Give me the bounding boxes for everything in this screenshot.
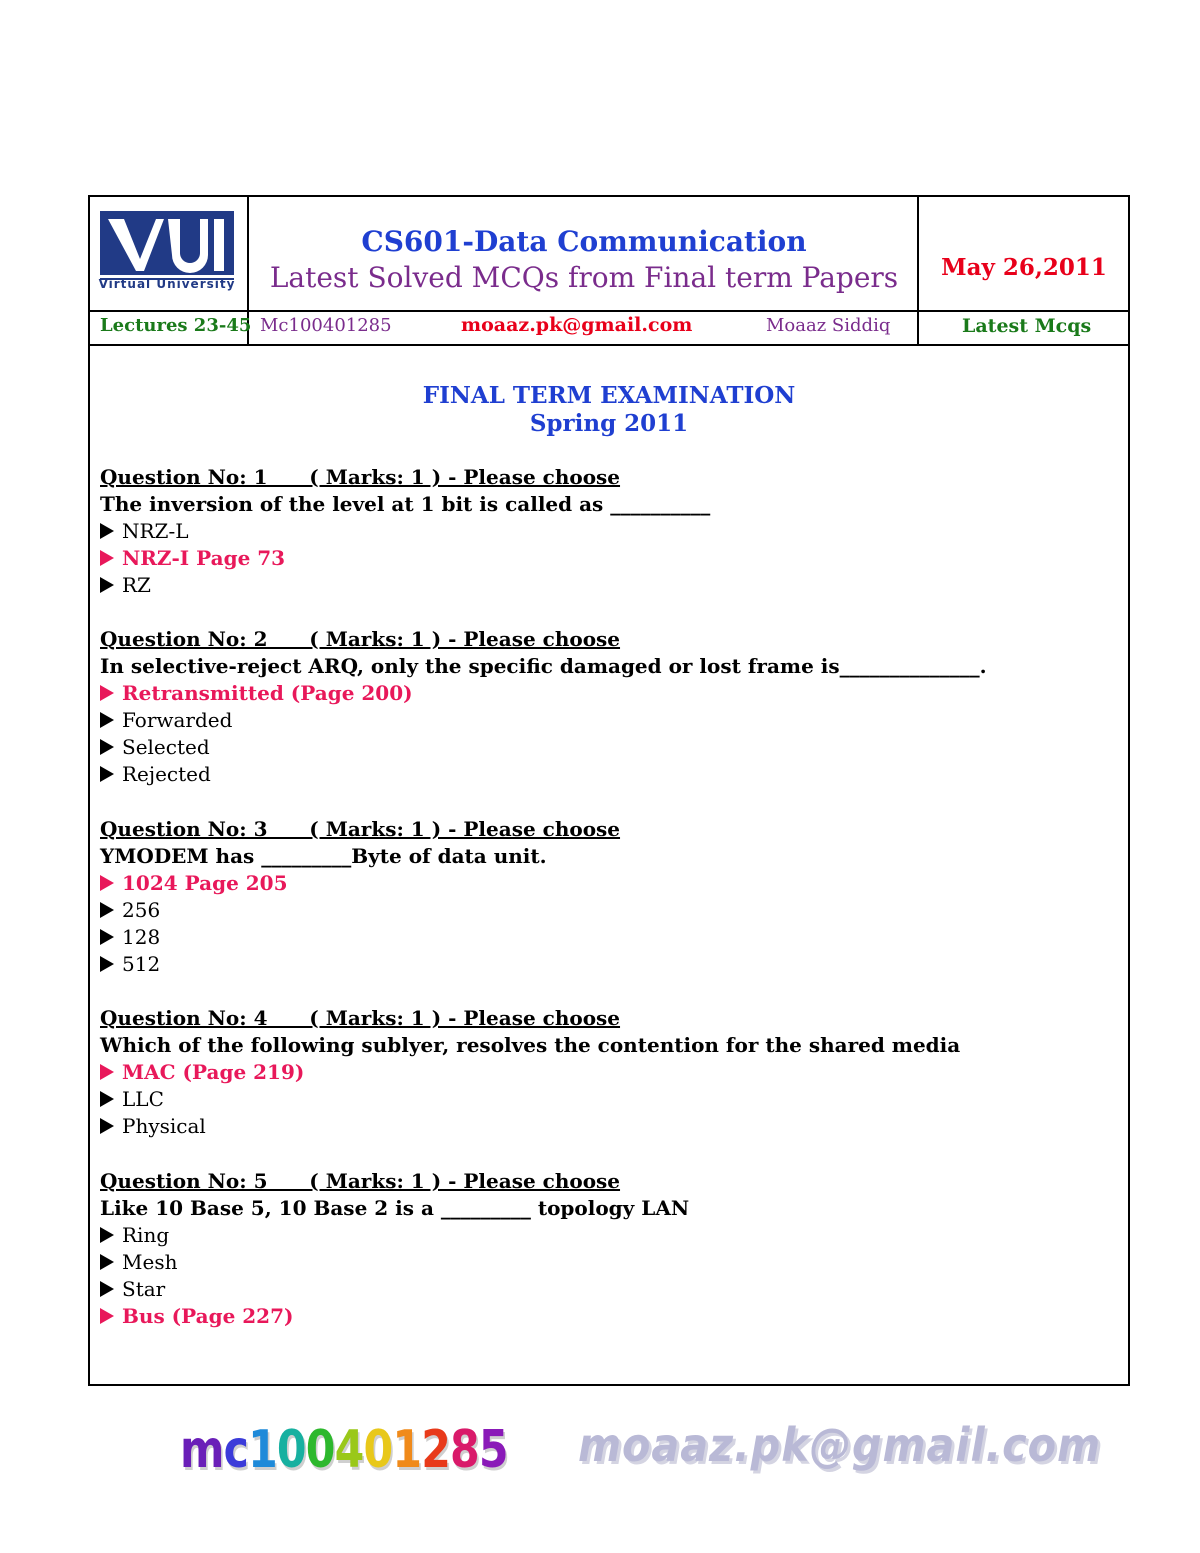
arrow-icon <box>100 685 114 701</box>
arrow-icon <box>100 1091 114 1107</box>
option[interactable]: 256 <box>100 897 1100 924</box>
arrow-icon <box>100 875 114 891</box>
watermark-email: moaaz.pk@gmail.com <box>578 1418 1101 1472</box>
arrow-icon <box>100 1118 114 1134</box>
course-title: CS601-Data Communication <box>361 225 807 258</box>
arrow-icon <box>100 1281 114 1297</box>
logo-caption: Virtual University <box>98 277 236 291</box>
exam-title: FINAL TERM EXAMINATION <box>422 382 796 409</box>
question-header: Question No: 4 ( Marks: 1 ) - Please choose <box>100 1006 621 1030</box>
arrow-icon <box>100 739 114 755</box>
arrow-icon <box>100 712 114 728</box>
question-header: Question No: 3 ( Marks: 1 ) - Please choose <box>100 817 621 841</box>
latest-mcqs-tag: Latest Mcqs <box>962 315 1092 337</box>
arrow-icon <box>100 929 114 945</box>
arrow-icon <box>100 550 114 566</box>
arrow-icon <box>100 577 114 593</box>
option[interactable]: RZ <box>100 572 1100 599</box>
option[interactable]: 128 <box>100 924 1100 951</box>
course-subtitle: Latest Solved MCQs from Final term Papers <box>269 261 899 294</box>
watermark-id: mc100401285 <box>180 1420 508 1480</box>
arrow-icon <box>100 1308 114 1324</box>
lectures-label: Lectures 23-45 <box>100 315 252 336</box>
content-box <box>88 344 1130 1386</box>
title-cell <box>249 197 917 310</box>
question-4 <box>100 1005 1100 1140</box>
author: Moaaz Siddiq <box>766 315 891 336</box>
option[interactable]: Physical <box>100 1113 1100 1140</box>
question-3 <box>100 816 1100 978</box>
question-5 <box>100 1168 1100 1330</box>
question-header: Question No: 1 ( Marks: 1 ) - Please choose <box>100 465 621 489</box>
header-table <box>88 195 1130 346</box>
arrow-icon <box>100 1227 114 1243</box>
question-header: Question No: 2 ( Marks: 1 ) - Please choose <box>100 627 621 651</box>
option-correct[interactable]: MAC (Page 219) <box>100 1059 1100 1086</box>
question-text: Which of the following sublyer, resolves the contention for the shared media <box>100 1033 961 1057</box>
exam-term: Spring 2011 <box>529 410 689 437</box>
date-cell <box>919 197 1129 310</box>
question-header: Question No: 5 ( Marks: 1 ) - Please choose <box>100 1169 621 1193</box>
arrow-icon <box>100 766 114 782</box>
arrow-icon <box>100 523 114 539</box>
arrow-icon <box>100 902 114 918</box>
option[interactable]: LLC <box>100 1086 1100 1113</box>
date: May 26,2011 <box>941 254 1107 281</box>
email: moaaz.pk@gmail.com <box>461 314 693 336</box>
option[interactable]: Star <box>100 1276 1100 1303</box>
student-id: Mc100401285 <box>260 315 392 336</box>
option-correct[interactable]: 1024 Page 205 <box>100 870 1100 897</box>
option[interactable]: Rejected <box>100 761 1100 788</box>
question-text: In selective-reject ARQ, only the specific damaged or lost frame is______________. <box>100 654 987 678</box>
option-correct[interactable]: NRZ-I Page 73 <box>100 545 1100 572</box>
arrow-icon <box>100 1254 114 1270</box>
option[interactable]: Ring <box>100 1222 1100 1249</box>
vu-logo <box>98 207 236 297</box>
question-text: YMODEM has _________Byte of data unit. <box>100 844 547 868</box>
option-correct[interactable]: Bus (Page 227) <box>100 1303 1100 1330</box>
arrow-icon <box>100 1064 114 1080</box>
option-correct[interactable]: Retransmitted (Page 200) <box>100 680 1100 707</box>
option[interactable]: Mesh <box>100 1249 1100 1276</box>
arrow-icon <box>100 956 114 972</box>
question-text: The inversion of the level at 1 bit is called as __________ <box>100 492 711 516</box>
question-text: Like 10 Base 5, 10 Base 2 is a _________ topology LAN <box>100 1196 690 1220</box>
option[interactable]: Selected <box>100 734 1100 761</box>
question-2 <box>100 626 1100 788</box>
option[interactable]: Forwarded <box>100 707 1100 734</box>
question-1 <box>100 464 1100 599</box>
option[interactable]: 512 <box>100 951 1100 978</box>
option[interactable]: NRZ-L <box>100 518 1100 545</box>
